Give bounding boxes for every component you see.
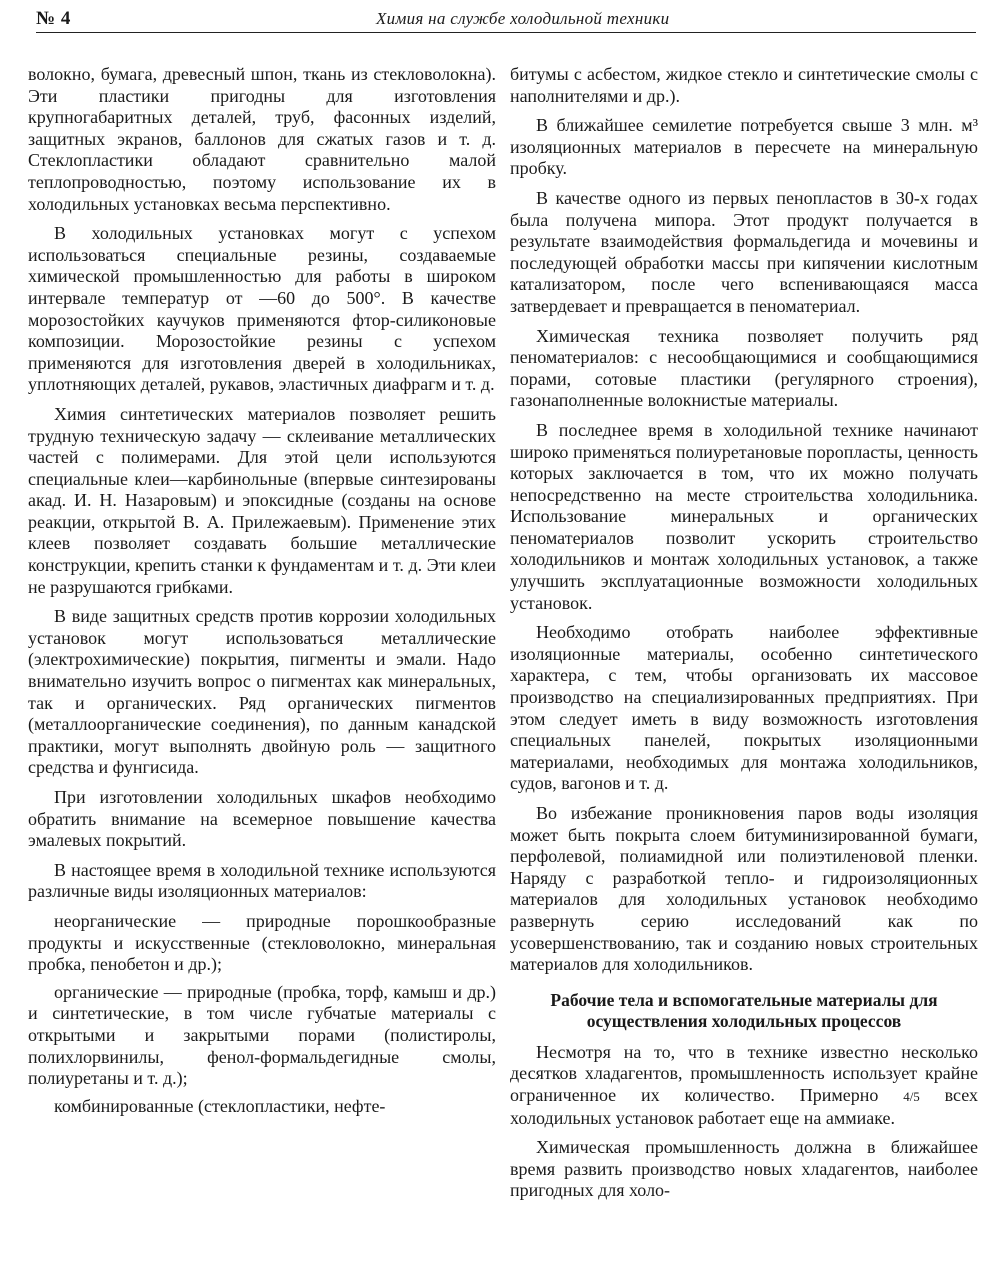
paragraph-text: всех холодильных установок работает еще на аммиаке.: [510, 1084, 978, 1128]
list-item: неорганические — природные порошкообразные продукты и искусственные (стекловолокно, минеральная пробка, пенобетон и др.);: [28, 910, 496, 975]
paragraph: волокно, бумага, древесный шпон, ткань из стекловолокна). Эти пластики пригодны для изготовления крупногабаритных деталей, труб, фасонных изделий, защитных экранов, баллонов для сжатых газов и т. д. Стеклопластики обладают сравнительно малой теплопроводностью, поэтому использование их в холодильных установках весьма перспективно.: [28, 64, 496, 214]
list-item: органические — природные (пробка, торф, камыш и др.) и синтетические, в том числе губчатые материалы с открытыми и закрытыми порами (полистиролы, полихлорвинилы, фенол-формальдегидные смолы, полиуретаны и т. д.);: [28, 981, 496, 1089]
paragraph-text: Несмотря на то, что в технике известно несколько десятков хладагентов, промышленность использует крайне ограниченное их количество. Примерно: [510, 1041, 978, 1105]
paragraph: В холодильных установках могут с успехом использоваться специальные резины, создаваемые химической промышленностью для работы в широком интервале температур от —60 до 500°. В качестве морозостойких каучуков применяются фтор-силиконовые композиции. Морозостойкие резины с успехом применяются для изготовления дверей в холодильниках, уплотняющих деталей, рукавов, эластичных диафрагм и т. д.: [28, 223, 496, 395]
paragraph: Химия синтетических материалов позволяет решить трудную техническую задачу — склеивание металлических частей с полимерами. Для этой цели используются специальные клеи—карбинольные (впервые синтезированы акад. И. Н. Назаровым) и эпоксидные (созданы на основе реакции, открытой В. А. Прилежаевым). Применение этих клеев позволяет создавать большие металлические конструкции, крепить станки к фундаментам и т. д. Эти клеи не разрушаются грибками.: [28, 403, 496, 597]
list-item: комбинированные (стеклопластики, нефте-: [54, 1095, 386, 1116]
issue-number: № 4: [36, 8, 71, 29]
paragraph: В последнее время в холодильной технике начинают широко применяться полиуретановые поропласты, ценность которых заключается в том, что их можно получать непосредственно на месте строительства холодильника. Использование минеральных и органических пеноматериалов позволит ускорить строительство холодильников и монтаж холодильных установок, а также улучшить эксплуатационные возможности холодильных установок.: [510, 419, 978, 613]
paragraph: Химическая техника позволяет получить ряд пеноматериалов: с несообщающимися и сообщающимися порами, сотовые пластики (регулярного строения), газонаполненные волокнистые материалы.: [510, 325, 978, 411]
paragraph: битумы с асбестом, жидкое стекло и синтетические смолы с наполнителями и др.).: [510, 64, 978, 106]
running-title: Химия на службе холодильной техники: [376, 9, 670, 28]
page-header: [36, 6, 976, 33]
paragraph: В ближайшее семилетие потребуется свыше 3 млн. м³ изоляционных материалов в пересчете на минеральную пробку.: [510, 115, 978, 179]
paragraph: В настоящее время в холодильной технике используются различные виды изоляционных материалов:: [28, 859, 496, 902]
paragraph: В качестве одного из первых пенопластов в 30-х годах была получена мипора. Этот продукт получается в результате взаимодействия формальдегида и мочевины и последующей обработки массы при кипячении кислотным катализатором, после чего вспенивающаяся масса затвердевает и превращается в пеноматериал.: [510, 187, 978, 316]
paragraph: Химическая промышленность должна в ближайшее время развить производство новых хладагентов, наиболее пригодных для холо-: [510, 1137, 978, 1201]
paragraph: В виде защитных средств против коррозии холодильных установок могут использоваться металлические (электрохимические) покрытия, пигменты и эмали. Надо внимательно изучить вопрос о пигментах как минеральных, так и органических. Ряд органических пигментов (металлоорганические соединения), по данным канадской практики, могут выполнять двойную роль — защитного средства и фунгисида.: [28, 606, 496, 778]
paragraph: Необходимо отобрать наиболее эффективные изоляционные материалы, особенно синтетического характера, с тем, чтобы организовать их массовое производство на специализированных предприятиях. При этом следует иметь в виду возможность изготовления специальных панелей, покрытых изоляционными материалами, необходимых для монтажа холодильников, судов, вагонов и т. д.: [510, 622, 978, 794]
right-column: [510, 64, 978, 1210]
paragraph: [510, 1042, 978, 1129]
left-column: [28, 64, 496, 1123]
paragraph: Во избежание проникновения паров воды изоляция может быть покрыта слоем битуминизированной бумаги, перфолевой, полиамидной или полиэтиленовой пленки. Наряду с разработкой тепло- и гидроизоляционных материалов для холодильных установок необходимо развернуть серию исследований как по усовершенствованию, так и созданию новых строительных материалов для холодильников.: [510, 803, 978, 975]
paragraph: При изготовлении холодильных шкафов необходимо обратить внимание на всемерное повышение качества эмалевых покрытий.: [28, 787, 496, 851]
section-heading: Рабочие тела и вспомогательные материалы для осуществления холодильных процессов: [550, 989, 938, 1031]
fraction: 4/5: [903, 1088, 920, 1104]
